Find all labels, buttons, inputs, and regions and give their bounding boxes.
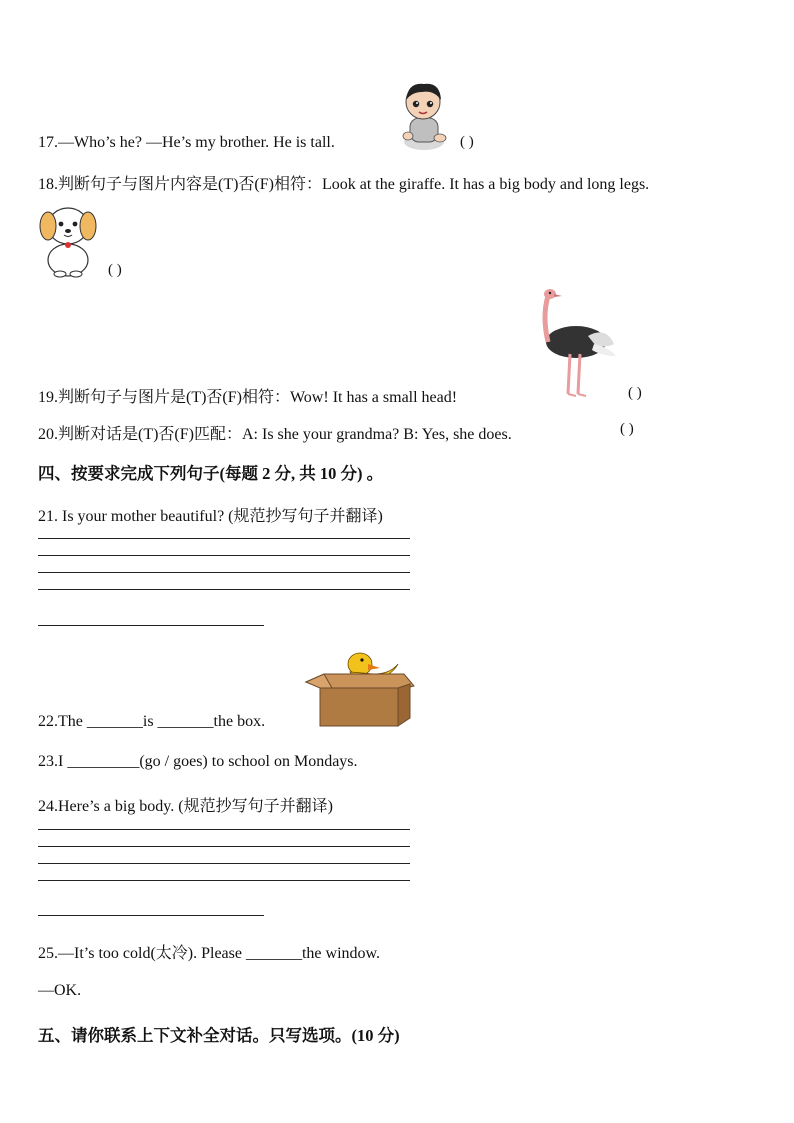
q21-writing-line-1[interactable] — [38, 538, 410, 539]
q21-text: 21. Is your mother beautiful? (规范抄写句子并翻译) — [38, 508, 383, 525]
q25-reply: —OK. — [38, 982, 82, 999]
q21-translation-line[interactable] — [38, 625, 264, 626]
q19-answer-paren[interactable]: ( ) — [628, 385, 642, 401]
q17-text: 17.—Who’s he? —He’s my brother. He is tall. — [38, 134, 335, 151]
q24-text: 24.Here’s a big body. (规范抄写句子并翻译) — [38, 798, 333, 815]
q17-answer-paren[interactable]: ( ) — [460, 134, 474, 150]
q24-writing-line-4[interactable] — [38, 880, 410, 881]
q24-writing-line-2[interactable] — [38, 846, 410, 847]
section-5-title: 五、请你联系上下文补全对话。只写选项。(10 分) — [38, 1026, 400, 1045]
dog-illustration — [36, 200, 100, 278]
ostrich-illustration — [536, 286, 620, 400]
q22-text: 22.The _______is _______the box. — [38, 713, 266, 730]
boy-illustration — [396, 80, 452, 152]
q25-text: 25.—It’s too cold(太冷). Please _______the window. — [38, 945, 381, 962]
q18-text: 18.判断句子与图片内容是(T)否(F)相符：Look at the giraffe. It has a big body and long legs. — [38, 176, 650, 193]
q19-text: 19.判断句子与图片是(T)否(F)相符：Wow! It has a small head! — [38, 389, 458, 406]
q24-writing-line-3[interactable] — [38, 863, 410, 864]
q21-writing-line-2[interactable] — [38, 555, 410, 556]
duck-in-box-illustration — [302, 644, 416, 730]
q24-writing-line-1[interactable] — [38, 829, 410, 830]
section-4-title: 四、按要求完成下列句子(每题 2 分, 共 10 分) 。 — [38, 464, 384, 483]
q18-answer-paren[interactable]: ( ) — [108, 262, 122, 278]
q23-text: 23.I _________(go / goes) to school on Mondays. — [38, 753, 358, 770]
q20-answer-paren[interactable]: ( ) — [620, 421, 634, 437]
q20-text: 20.判断对话是(T)否(F)匹配：A: Is she your grandma? B: Yes, she does. — [38, 426, 512, 443]
q21-writing-line-3[interactable] — [38, 572, 410, 573]
q21-writing-line-4[interactable] — [38, 589, 410, 590]
q24-translation-line[interactable] — [38, 915, 264, 916]
